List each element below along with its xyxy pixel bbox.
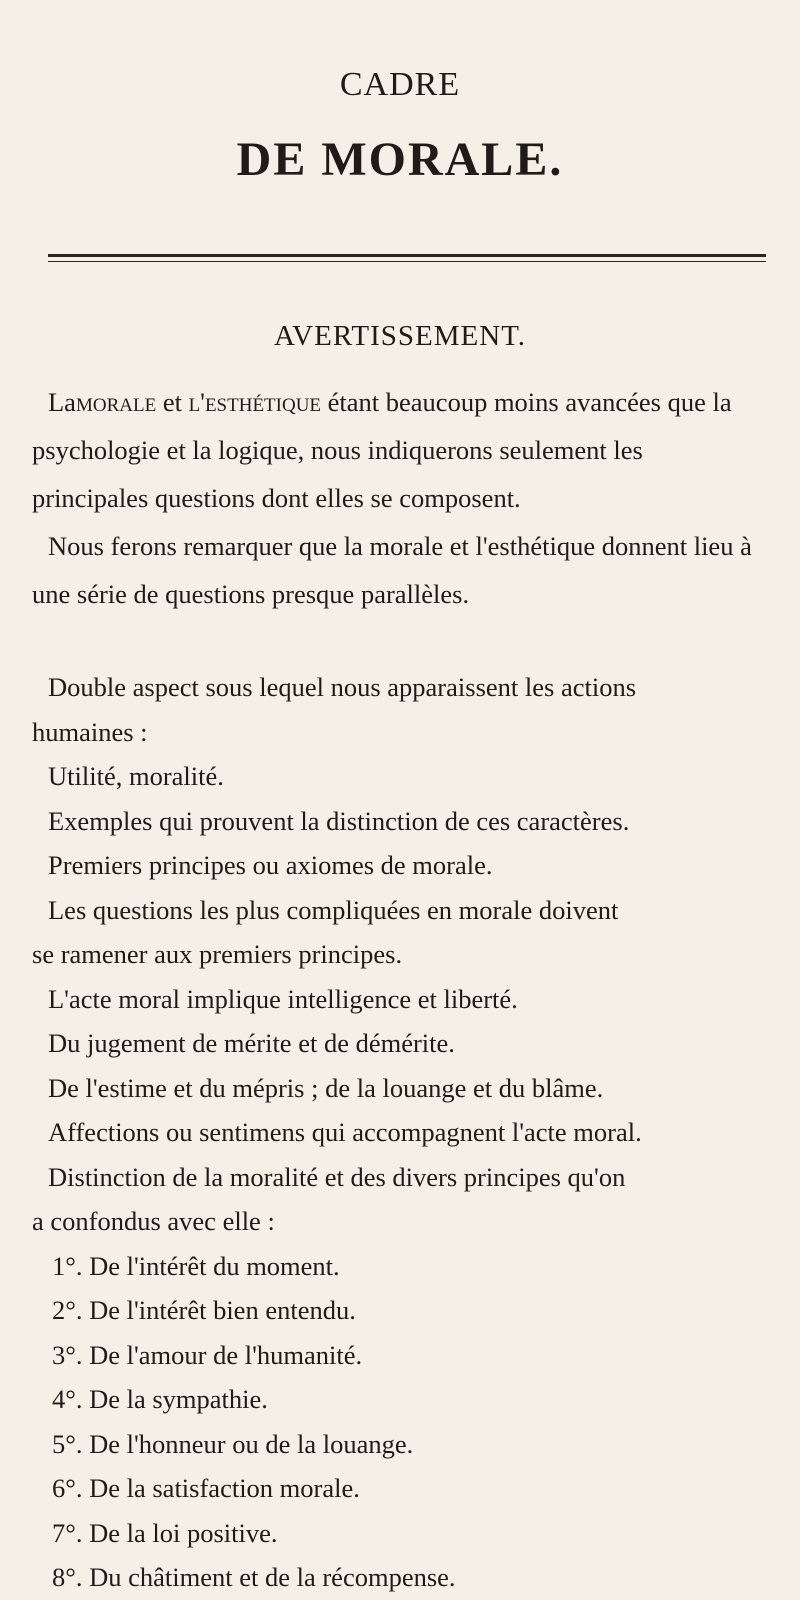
list-item: se ramener aux premiers principes.: [32, 939, 403, 969]
intro-paragraph-2: Nous ferons remarquer que la morale et l'esthétique donnent lieu à une série de questions presque parallèles.: [32, 531, 752, 609]
intro-text: [32, 378, 762, 618]
list-item: Double aspect sous lequel nous apparaissent les actions: [48, 672, 637, 702]
list-item: L'acte moral implique intelligence et liberté.: [48, 983, 518, 1014]
list-item: Affections ou sentimens qui accompagnent l'acte moral.: [48, 1117, 642, 1147]
intro-rest: étant beaucoup moins avancées que la psychologie et la logique, nous indiquerons seulement les principales questions dont elles se composent.: [32, 387, 732, 513]
list-item: a confondus avec elle :: [32, 1206, 275, 1236]
list-item: Les questions les plus compliquées en morale doivent: [48, 894, 619, 925]
divider-rule-thin: [48, 261, 766, 262]
intro-paragraph-1: [32, 378, 762, 522]
intro-lead-word: La: [48, 387, 76, 417]
list-item: 5°. De l'honneur ou de la louange.: [52, 1428, 414, 1459]
topic-list: [32, 665, 762, 1600]
list-item: 2°. De l'intérêt bien entendu.: [52, 1295, 356, 1325]
intro-smallcaps-esthetique: l'esthétique: [188, 387, 322, 417]
divider-rule-thick: [48, 254, 766, 257]
section-title-avertissement: AVERTISSEMENT.: [273, 320, 527, 352]
list-item: Utilité, moralité.: [48, 761, 224, 791]
list-item: Du jugement de mérite et de démérite.: [48, 1028, 455, 1058]
list-item: 4°. De la sympathie.: [52, 1384, 268, 1414]
intro-smallcaps-morale: morale: [75, 387, 157, 417]
list-item: 8°. Du châtiment et de la récompense.: [52, 1562, 456, 1592]
list-item: De l'estime et du mépris ; de la louange et du blâme.: [48, 1072, 604, 1103]
list-item: 1°. De l'intérêt du moment.: [52, 1250, 340, 1281]
list-item: Distinction de la moralité et des divers principes qu'on: [48, 1161, 626, 1192]
list-item: humaines :: [32, 716, 148, 747]
title-cadre: CADRE: [339, 66, 461, 103]
list-item: Premiers principes ou axiomes de morale.: [48, 850, 493, 880]
title-de-morale: DE MORALE.: [236, 133, 564, 186]
list-item: 3°. De l'amour de l'humanité.: [52, 1339, 363, 1370]
intro-mid-word: et: [162, 387, 182, 417]
list-item: Exemples qui prouvent la distinction de ces caractères.: [48, 805, 630, 836]
list-item: 6°. De la satisfaction morale.: [52, 1473, 360, 1503]
list-item: 7°. De la loi positive.: [52, 1517, 278, 1548]
